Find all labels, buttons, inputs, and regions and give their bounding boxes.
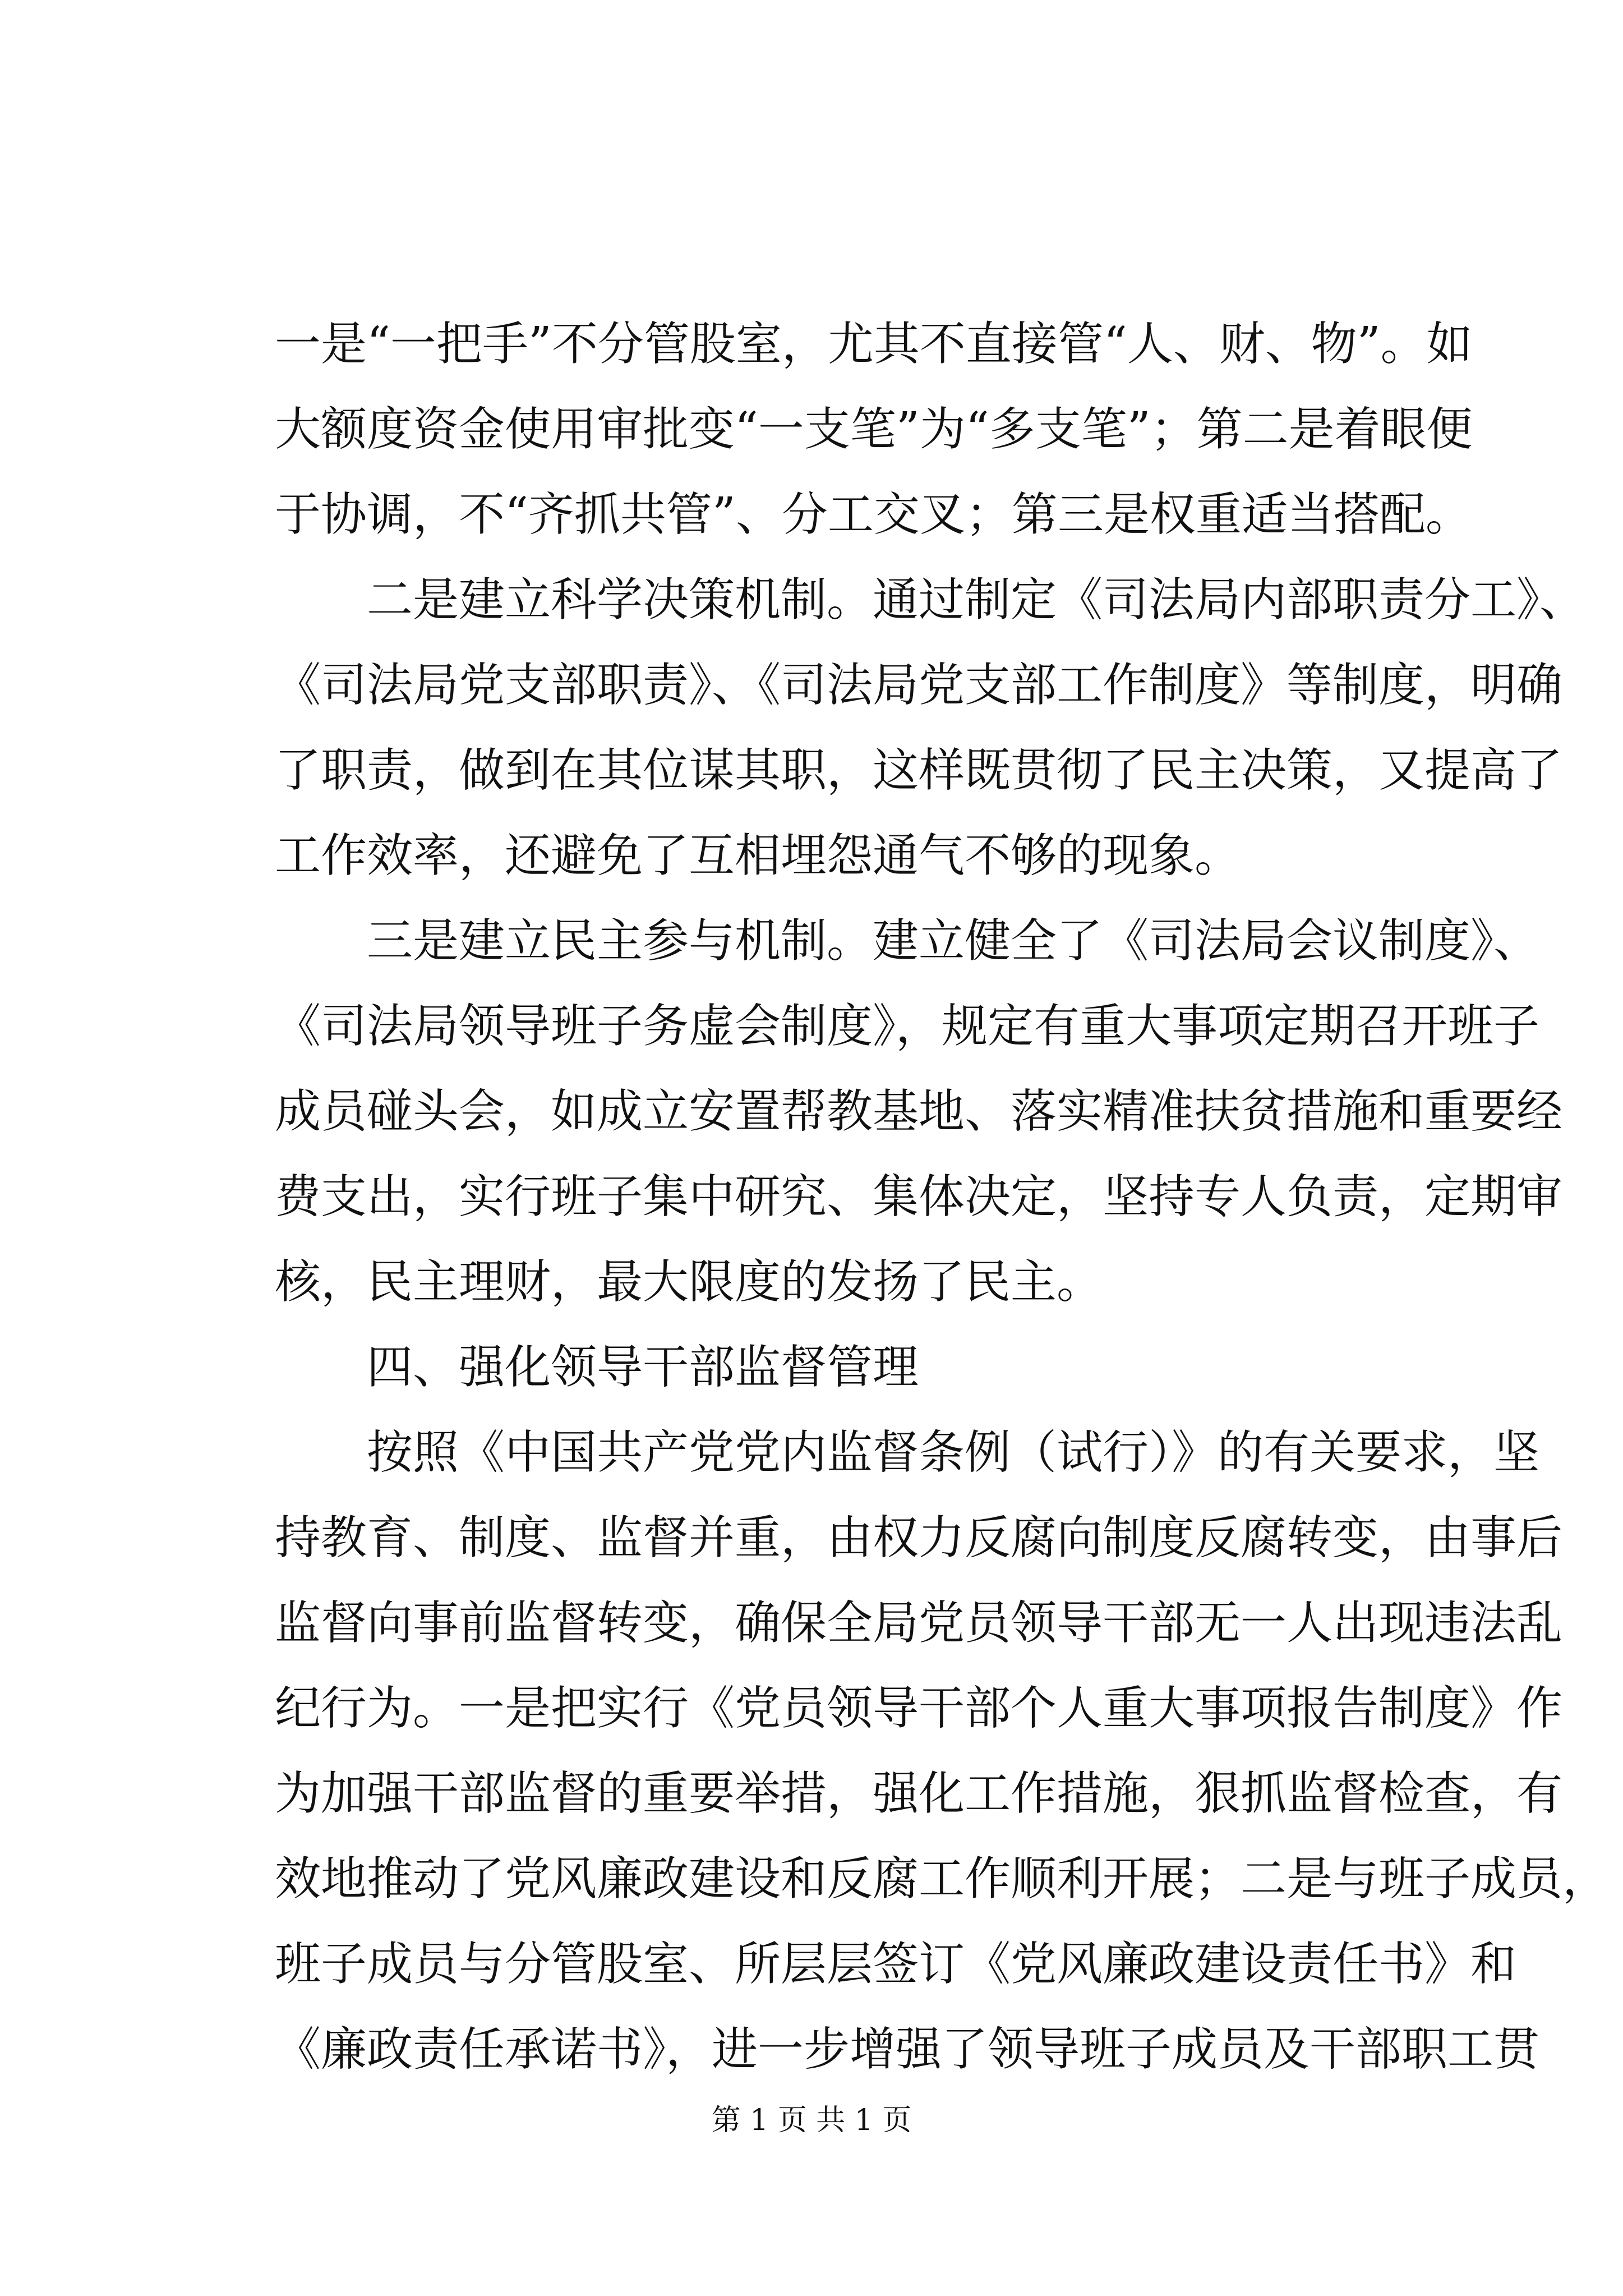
text-line-11: 费支出，实行班子集中研究、集体决定，坚持专人负责，定期审 (275, 1170, 1563, 1223)
text-line-5: 《司法局党支部职责》、《司法局党支部工作制度》等制度，明确 (275, 659, 1563, 712)
text-line-12: 核，民主理财，最大限度的发扬了民主。 (275, 1255, 1103, 1309)
body-text (275, 302, 1609, 2092)
text-line-17: 纪行为。一是把实行《党员领导干部个人重大事项报告制度》作 (275, 1682, 1563, 1735)
text-line-14: 按照《中国共产党党内监督条例（试行）》的有关要求，坚 (275, 1426, 1540, 1479)
text-line-15: 持教育、制度、监督并重，由权力反腐向制度反腐转变，由事后 (275, 1511, 1563, 1565)
text-line-4: 二是建立科学决策机制。通过制定《司法局内部职责分工》、 (275, 573, 1586, 627)
text-line-8: 三是建立民主参与机制。建立健全了《司法局会议制度》、 (275, 914, 1540, 968)
text-line-2: 大额度资金使用审批变“一支笔”为“多支笔”；第二是着眼便 (275, 403, 1473, 456)
page-footer: 第 1 页 共 1 页 (711, 2104, 912, 2137)
text-line-16: 监督向事前监督转变，确保全局党员领导干部无一人出现违法乱 (275, 1596, 1563, 1650)
text-line-1: 一是“一把手”不分管股室，尤其不直接管“人、财、物”。如 (275, 318, 1473, 371)
text-line-7: 工作效率，还避免了互相埋怨通气不够的现象。 (275, 829, 1241, 882)
text-line-20: 班子成员与分管股室、所层层签订《党风廉政建设责任书》和 (275, 1938, 1517, 1991)
text-line-21: 《廉政责任承诺书》，进一步增强了领导班子成员及干部职工贯 (275, 2023, 1540, 2076)
section-heading: 四、强化领导干部监督管理 (275, 1341, 919, 1394)
text-line-6: 了职责，做到在其位谋其职，这样既贯彻了民主决策，又提高了 (275, 744, 1563, 797)
text-line-3: 于协调，不“齐抓共管”、分工交叉；第三是权重适当搭配。 (275, 488, 1472, 541)
text-line-18: 为加强干部监督的重要举措，强化工作措施，狠抓监督检查，有 (275, 1767, 1563, 1820)
text-line-19: 效地推动了党风廉政建设和反腐工作顺利开展；二是与班子成员， (275, 1852, 1609, 1906)
text-line-9: 《司法局领导班子务虚会制度》，规定有重大事项定期召开班子 (275, 1000, 1540, 1053)
text-line-10: 成员碰头会，如成立安置帮教基地、落实精准扶贫措施和重要经 (275, 1085, 1563, 1138)
